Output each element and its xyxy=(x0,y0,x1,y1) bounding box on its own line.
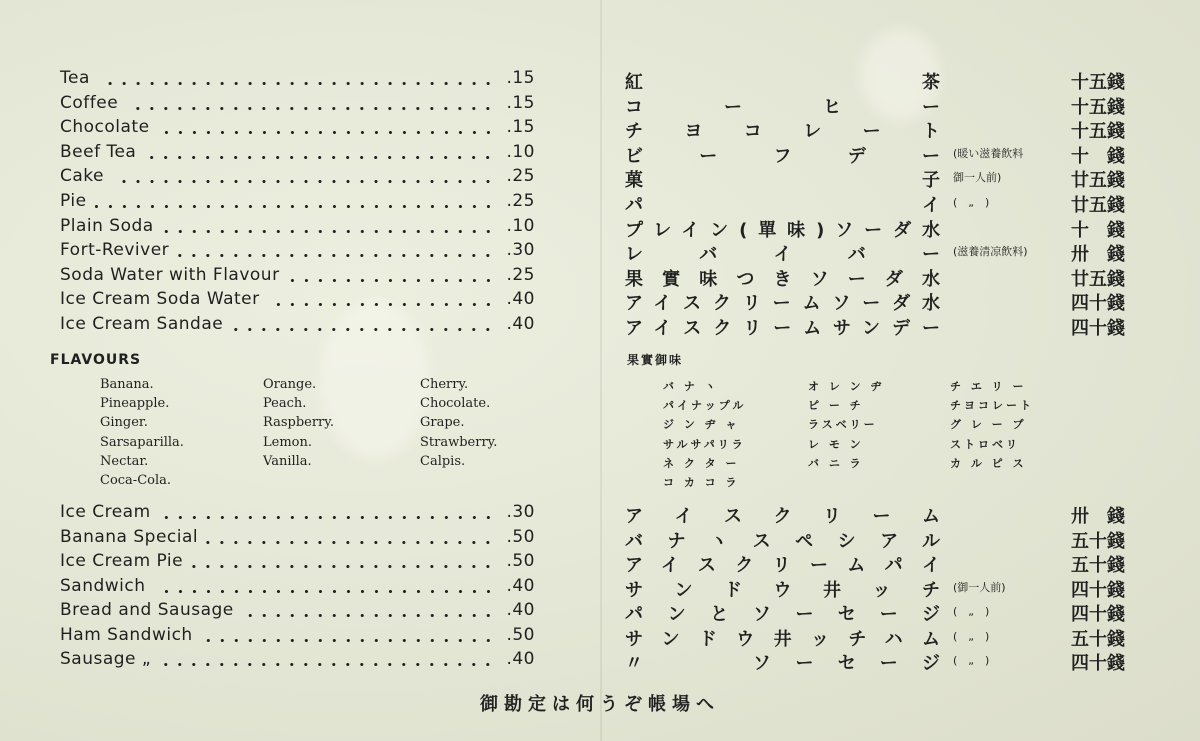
flavour-item: Raspberry. xyxy=(263,415,335,431)
item-price-jp: 四十錢 xyxy=(1071,318,1125,339)
flavour-item-jp: ピ ー チ xyxy=(808,399,864,413)
item-price: .10 xyxy=(506,141,535,162)
flavour-item-jp: グ レ ー プ xyxy=(950,418,1027,432)
menu-row-jp xyxy=(625,314,1125,338)
item-name-jp: アイスクリームサンデー xyxy=(625,318,940,339)
menu-row-en xyxy=(60,166,535,190)
item-name: Ice Cream Soda Water xyxy=(60,289,260,310)
flavour-item-jp: カ ル ピ ス xyxy=(950,456,1027,470)
item-price: .30 xyxy=(506,502,535,522)
menu-row-en xyxy=(60,576,535,600)
leader-dots xyxy=(95,205,495,208)
item-price-jp: 十 錢 xyxy=(1071,145,1125,167)
menu-row-jp xyxy=(625,502,1125,526)
flavour-item-jp: ストロベリ xyxy=(950,437,1020,451)
flavour-item: Sarsaparilla. xyxy=(100,434,184,450)
item-name-jp: プレイン(單味)ソーダ水 xyxy=(625,219,940,241)
flavour-item-jp: パイナップル xyxy=(663,399,747,413)
flavour-item: Cherry. xyxy=(420,377,469,392)
item-price: .10 xyxy=(506,215,535,236)
item-note-jp: ( „ ) xyxy=(953,605,990,618)
item-name: Banana Special xyxy=(60,526,199,547)
leader-dots xyxy=(158,131,495,134)
item-price-jp: 四十錢 xyxy=(1071,293,1125,315)
flavour-item-jp: チヨコレート xyxy=(950,399,1034,413)
item-name: Tea xyxy=(60,68,90,88)
item-note-jp: ( „ ) xyxy=(953,196,990,209)
item-price: .40 xyxy=(506,314,535,334)
item-price: .50 xyxy=(506,526,535,547)
item-name-jp: 菓 子 xyxy=(625,170,940,192)
flavour-item-jp: バ ナ ヽ xyxy=(663,380,719,393)
item-name-jp: 果實味つきソーダ水 xyxy=(625,268,940,290)
menu-row-jp xyxy=(625,289,1125,313)
item-price: .15 xyxy=(506,92,535,113)
item-name: Plain Soda xyxy=(60,215,154,236)
item-name-jp: パ イ xyxy=(625,195,940,216)
leader-dots xyxy=(126,107,495,110)
flavour-item-jp: チ エ リ ー xyxy=(950,380,1027,393)
item-name-jp: レ バ イ バ ー xyxy=(625,244,940,266)
item-price: .40 xyxy=(506,575,535,596)
menu-row-jp xyxy=(625,649,1125,673)
menu-row-en xyxy=(60,142,535,166)
item-name: Sausage „ xyxy=(60,649,152,669)
item-name: Fort-Reviver xyxy=(60,240,170,261)
flavour-item-jp: コ カ コ ラ xyxy=(663,476,740,489)
menu-row-jp xyxy=(625,216,1125,240)
menu-row-en xyxy=(60,649,535,673)
item-price-jp: 廿五錢 xyxy=(1071,195,1125,216)
flavour-item: Grape. xyxy=(420,415,465,431)
item-price: .25 xyxy=(506,264,535,285)
item-price: .40 xyxy=(506,649,535,669)
menu-row-jp xyxy=(625,527,1125,551)
leader-dots xyxy=(191,565,495,568)
item-note-jp: (御一人前) xyxy=(953,580,1006,594)
flavour-item: Lemon. xyxy=(263,434,312,450)
menu-row-en xyxy=(60,551,535,575)
menu-row-en xyxy=(60,289,535,313)
leader-dots xyxy=(288,279,495,282)
jp-flavours-heading: 果實御味 xyxy=(627,353,684,367)
item-price: .15 xyxy=(506,117,535,138)
item-name: Bread and Sausage xyxy=(60,600,234,620)
flavour-item: Chocolate. xyxy=(420,396,491,412)
flavour-item-jp: バ ニ ラ xyxy=(808,456,864,470)
item-name-jp: 紅 茶 xyxy=(625,72,940,93)
menu-row-en xyxy=(60,502,535,526)
menu-row-jp xyxy=(625,551,1125,575)
item-price-jp: 廿五錢 xyxy=(1071,170,1125,192)
menu-row-en xyxy=(60,600,535,624)
item-name: Ice Cream Pie xyxy=(60,551,184,571)
leader-dots xyxy=(159,663,495,666)
item-name-jp: サ ン ド ウ 井 ッ チ xyxy=(625,579,940,601)
leader-dots xyxy=(162,230,495,233)
menu-row-jp xyxy=(625,240,1125,264)
menu-row-en xyxy=(60,191,535,215)
flavour-item: Coca-Cola. xyxy=(100,473,172,488)
item-price-jp: 卅 錢 xyxy=(1071,506,1125,527)
flavour-item: Pineapple. xyxy=(100,396,170,412)
flavour-item: Nectar. xyxy=(100,453,149,469)
menu-row-en xyxy=(60,93,535,117)
item-price: .25 xyxy=(506,191,535,211)
item-price-jp: 四十錢 xyxy=(1071,604,1125,625)
leader-dots xyxy=(242,614,495,617)
menu-row-en xyxy=(60,314,535,338)
item-price-jp: 卅 錢 xyxy=(1071,244,1125,266)
item-name: Ice Cream Sandae xyxy=(60,314,224,334)
flavour-item-jp: レ モ ン xyxy=(808,437,864,451)
menu-row-jp xyxy=(625,576,1125,600)
item-name-jp: ビ ー フ デ ー xyxy=(625,145,940,167)
menu-row-en xyxy=(60,527,535,551)
item-price: .50 xyxy=(506,624,535,645)
flavour-item: Calpis. xyxy=(420,453,466,469)
item-price: .15 xyxy=(506,68,535,88)
flavour-item: Orange. xyxy=(263,377,317,392)
item-name-jp: パンとソーセージ xyxy=(625,604,940,625)
item-name-jp: ア イ ス ク リ ー ム xyxy=(625,506,940,527)
menu-row-en xyxy=(60,216,535,240)
item-name-jp: チ ヨ コ レ ー ト xyxy=(625,121,940,143)
menu-row-en xyxy=(60,265,535,289)
flavour-item-jp: ジ ン ヂ ャ xyxy=(663,418,740,432)
item-name-jp: アイスクリームパイ xyxy=(625,555,940,576)
item-price-jp: 四十錢 xyxy=(1071,653,1125,674)
flavour-item-jp: ラスベリー xyxy=(808,418,878,432)
flavour-item-jp: オ レ ン ヂ xyxy=(808,380,885,393)
item-price-jp: 十五錢 xyxy=(1071,72,1125,93)
item-note-jp: ( „ ) xyxy=(953,629,990,643)
leader-dots xyxy=(177,254,495,257)
flavour-item-jp: ネ ク タ ー xyxy=(663,456,740,470)
item-name-jp: アイスクリームソーダ水 xyxy=(625,293,940,315)
item-name: Pie xyxy=(60,191,87,211)
item-price-jp: 十 錢 xyxy=(1071,219,1125,241)
menu-row-jp xyxy=(625,166,1125,190)
menu-row-jp xyxy=(625,191,1125,215)
menu-row-jp xyxy=(625,68,1125,92)
item-name: Soda Water with Flavour xyxy=(60,264,280,285)
item-name: Ice Cream xyxy=(60,502,151,522)
item-price: .40 xyxy=(506,289,535,310)
footer-note: 御勘定は何うぞ帳場へ xyxy=(480,694,720,715)
item-note-jp: (暖い滋養飲料 xyxy=(953,146,1024,160)
item-name: Ham Sandwich xyxy=(60,624,193,645)
menu-row-jp xyxy=(625,600,1125,624)
item-price: .40 xyxy=(506,600,535,620)
flavour-item-jp: サルサパリラ xyxy=(663,437,746,451)
menu-row-jp xyxy=(625,265,1125,289)
menu-row-en xyxy=(60,68,535,92)
item-name-jp: サンドウ井ッチハム xyxy=(625,628,940,650)
item-name: Sandwich xyxy=(60,575,146,596)
item-price: .50 xyxy=(506,551,535,571)
leader-dots xyxy=(98,82,495,85)
item-price-jp: 五十錢 xyxy=(1071,628,1125,650)
flavour-item: Peach. xyxy=(263,396,307,412)
flavour-item: Vanilla. xyxy=(263,453,312,469)
item-price: .30 xyxy=(506,240,535,261)
flavour-item: Strawberry. xyxy=(420,434,498,450)
leader-dots xyxy=(268,303,495,306)
item-name-jp: 〃 ソーセージ xyxy=(625,653,940,674)
leader-dots xyxy=(159,516,495,519)
item-note-jp: 御一人前) xyxy=(953,171,1002,185)
leader-dots xyxy=(112,180,495,183)
item-price-jp: 五十錢 xyxy=(1071,555,1125,576)
item-price-jp: 四十錢 xyxy=(1071,579,1125,601)
leader-dots xyxy=(144,156,495,159)
menu-row-jp xyxy=(625,117,1125,141)
menu-row-en xyxy=(60,240,535,264)
menu-row-jp xyxy=(625,142,1125,166)
leader-dots xyxy=(206,541,495,544)
item-note-jp: (滋養清凉飲料) xyxy=(953,245,1028,259)
leader-dots xyxy=(231,328,495,331)
item-name: Cake xyxy=(60,166,104,187)
item-price-jp: 廿五錢 xyxy=(1071,268,1125,290)
item-name-jp: バナヽスペシアル xyxy=(625,530,940,552)
flavour-item: Ginger. xyxy=(100,415,148,431)
item-name: Chocolate xyxy=(60,117,150,138)
item-price-jp: 十五錢 xyxy=(1071,96,1125,118)
item-name-jp: コ ー ヒ ー xyxy=(625,96,940,118)
flavours-heading: FLAVOURS xyxy=(50,352,142,368)
menu-row-jp xyxy=(625,625,1125,649)
page-fold xyxy=(600,0,602,741)
item-price: .25 xyxy=(506,166,535,187)
item-price-jp: 十五錢 xyxy=(1071,121,1125,143)
flavour-item: Banana. xyxy=(100,377,154,392)
menu-row-en xyxy=(60,625,535,649)
menu-row-jp xyxy=(625,93,1125,117)
leader-dots xyxy=(201,639,495,642)
item-name: Beef Tea xyxy=(60,141,137,162)
item-price-jp: 五十錢 xyxy=(1071,530,1125,552)
leader-dots xyxy=(154,590,495,593)
item-name: Coffee xyxy=(60,92,119,113)
item-note-jp: ( „ ) xyxy=(953,654,990,667)
menu-row-en xyxy=(60,117,535,141)
